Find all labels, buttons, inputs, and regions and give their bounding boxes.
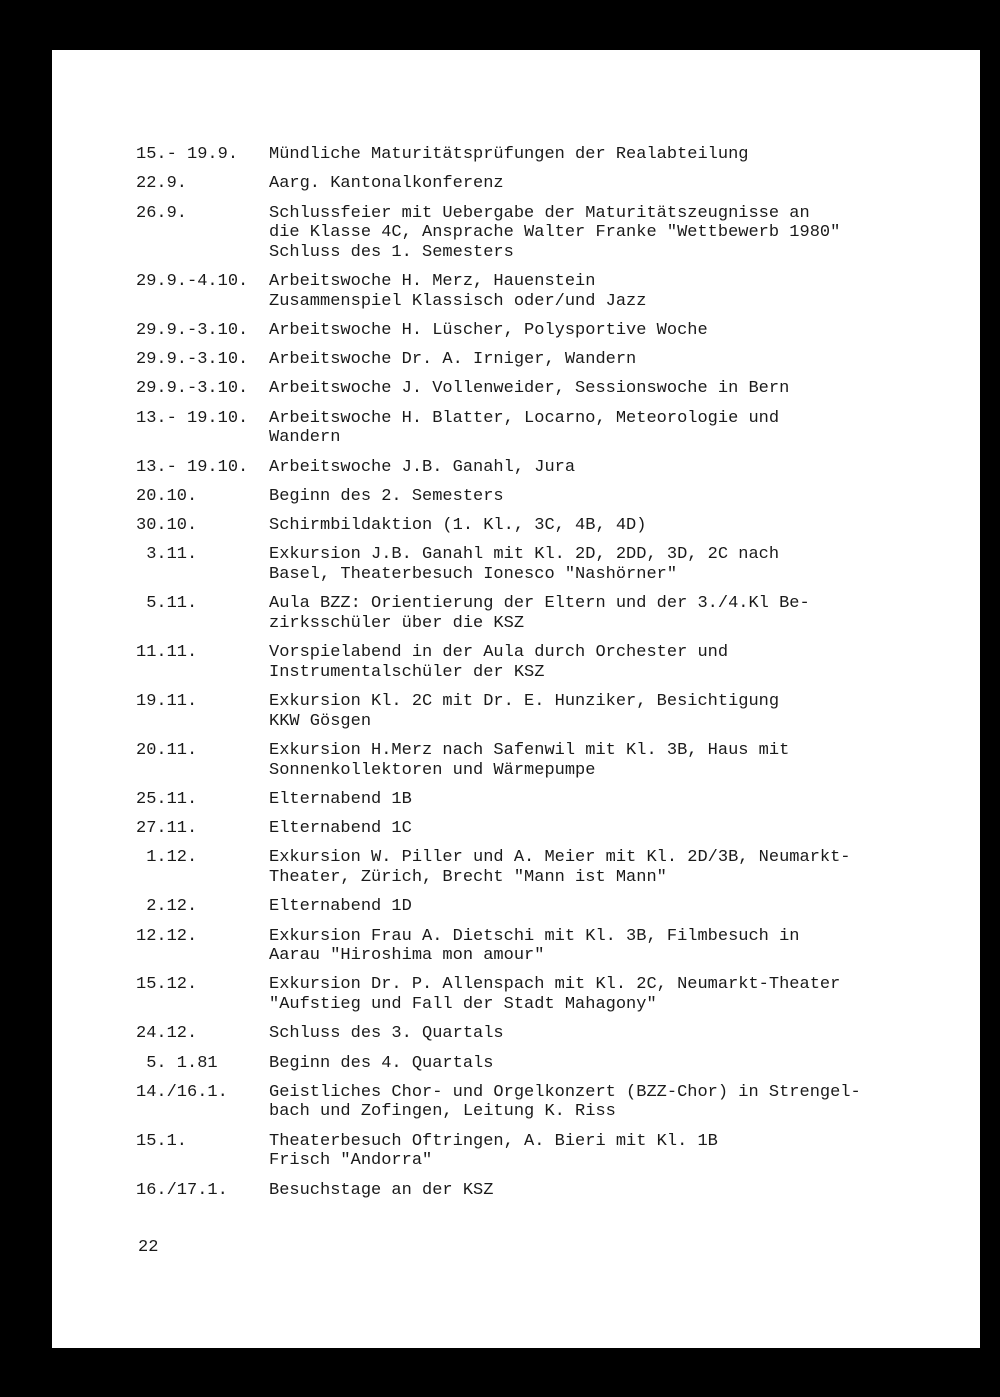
- entry-description: [269, 174, 936, 194]
- schedule-entry: [136, 174, 936, 194]
- description-line: Arbeitswoche Dr. A. Irniger, Wandern: [269, 350, 637, 370]
- entry-date: 25.11.: [136, 789, 198, 809]
- entry-description: [269, 1054, 936, 1074]
- schedule-entry: [136, 272, 936, 311]
- schedule-entry: [136, 927, 936, 966]
- schedule-entry: [136, 1024, 936, 1044]
- entry-description: [269, 204, 936, 263]
- entry-description: [269, 379, 936, 399]
- schedule-entry: [136, 692, 936, 731]
- entry-date: 20.10.: [136, 486, 198, 506]
- entry-description: [269, 692, 936, 731]
- entry-description: [269, 1024, 936, 1044]
- description-line: Aula BZZ: Orientierung der Eltern und der 3./4.Kl Be-: [269, 594, 810, 614]
- entry-date: 26.9.: [136, 203, 188, 223]
- description-line: Frisch "Andorra": [269, 1151, 433, 1171]
- entry-date: 15.- 19.9.: [136, 145, 239, 164]
- schedule-entry: [136, 819, 936, 839]
- schedule-entry: [136, 545, 936, 584]
- schedule-entry: [136, 848, 936, 887]
- description-line: zirksschüler über die KSZ: [269, 613, 525, 633]
- description-line: Instrumentalschüler der KSZ: [269, 662, 545, 682]
- description-line: Theaterbesuch Oftringen, A. Bieri mit Kl. 1B: [269, 1131, 718, 1151]
- description-line: Elternabend 1B: [269, 789, 412, 809]
- description-line: Zusammenspiel Klassisch oder/und Jazz: [269, 291, 647, 311]
- entry-date: 19.11.: [136, 692, 198, 712]
- schedule-entry: [136, 1132, 936, 1171]
- entry-date: 16./17.1.: [136, 1180, 228, 1200]
- entry-description: [269, 790, 936, 810]
- entry-date: 15.1.: [136, 1131, 188, 1151]
- entry-date: 15.12.: [136, 975, 198, 995]
- entry-date: 22.9.: [136, 174, 188, 194]
- description-line: Schlussfeier mit Uebergabe der Maturitätszeugnisse an: [269, 203, 810, 223]
- schedule-entry: [136, 643, 936, 682]
- description-line: Beginn des 2. Semesters: [269, 486, 504, 506]
- entry-description: [269, 848, 936, 887]
- entry-date: 30.10.: [136, 516, 198, 536]
- description-line: Exkursion Dr. P. Allenspach mit Kl. 2C, Neumarkt-Theater: [269, 975, 841, 995]
- entry-date: 29.9.-3.10.: [136, 379, 249, 399]
- description-line: Exkursion Frau A. Dietschi mit Kl. 3B, Filmbesuch in: [269, 926, 800, 946]
- description-line: Arbeitswoche H. Merz, Hauenstein: [269, 272, 596, 292]
- schedule-entry: [136, 379, 936, 399]
- schedule-entry: [136, 409, 936, 448]
- entry-description: [269, 1083, 936, 1122]
- description-line: Schluss des 3. Quartals: [269, 1024, 504, 1044]
- description-line: Elternabend 1C: [269, 819, 412, 839]
- description-line: Arbeitswoche H. Lüscher, Polysportive Woche: [269, 320, 708, 340]
- schedule-entry: [136, 516, 936, 536]
- description-line: "Aufstieg und Fall der Stadt Mahagony": [269, 995, 657, 1015]
- description-line: die Klasse 4C, Ansprache Walter Franke "Wettbewerb 1980": [269, 223, 841, 243]
- description-line: Exkursion W. Piller und A. Meier mit Kl. 2D/3B, Neumarkt-: [269, 848, 851, 868]
- entry-date: 13.- 19.10.: [136, 408, 249, 428]
- description-line: Exkursion J.B. Ganahl mit Kl. 2D, 2DD, 3D, 2C nach: [269, 545, 780, 565]
- description-line: Arbeitswoche J. Vollenweider, Sessionswoche in Bern: [269, 379, 790, 399]
- schedule-entry: [136, 741, 936, 780]
- schedule-entry: [136, 1083, 936, 1122]
- description-line: KKW Gösgen: [269, 711, 372, 731]
- entry-date: 27.11.: [136, 819, 198, 839]
- description-line: Aarau "Hiroshima mon amour": [269, 946, 545, 966]
- entry-description: [269, 409, 936, 448]
- entry-date: 5. 1.81: [136, 1053, 218, 1073]
- schedule-entry: [136, 1181, 936, 1201]
- schedule-entry: [136, 975, 936, 1014]
- entry-date: 13.- 19.10.: [136, 457, 249, 477]
- description-line: Theater, Zürich, Brecht "Mann ist Mann": [269, 868, 667, 887]
- entry-description: [269, 1132, 936, 1171]
- entry-description: [269, 1181, 936, 1201]
- schedule-entry: [136, 145, 936, 165]
- description-line: Sonnenkollektoren und Wärmepumpe: [269, 760, 596, 780]
- description-line: Basel, Theaterbesuch Ionesco "Nashörner": [269, 565, 678, 585]
- entry-description: [269, 516, 936, 536]
- entry-date: 11.11.: [136, 643, 198, 663]
- description-line: Schluss des 1. Semesters: [269, 242, 514, 262]
- description-line: Beginn des 4. Quartals: [269, 1053, 494, 1073]
- schedule-entry: [136, 1054, 936, 1074]
- schedule-entry: [136, 487, 936, 507]
- entry-description: [269, 545, 936, 584]
- schedule-entry: [136, 897, 936, 917]
- entry-description: [269, 897, 936, 917]
- description-line: Wandern: [269, 428, 341, 448]
- entry-description: [269, 975, 936, 1014]
- entry-description: [269, 741, 936, 780]
- schedule-entry: [136, 204, 936, 263]
- description-line: Elternabend 1D: [269, 897, 412, 917]
- entry-date: 29.9.-4.10.: [136, 272, 249, 292]
- entry-date: 29.9.-3.10.: [136, 350, 249, 370]
- entry-description: [269, 819, 936, 839]
- schedule-entry: [136, 350, 936, 370]
- entry-date: 14./16.1.: [136, 1082, 228, 1102]
- page-number: 22: [138, 1238, 159, 1257]
- entry-date: 1.12.: [136, 848, 198, 868]
- description-line: Vorspielabend in der Aula durch Orchester und: [269, 643, 729, 663]
- entry-date: 2.12.: [136, 897, 198, 917]
- entry-description: [269, 458, 936, 478]
- description-line: Aarg. Kantonalkonferenz: [269, 174, 504, 194]
- entry-description: [269, 272, 936, 311]
- entry-date: 29.9.-3.10.: [136, 320, 249, 340]
- entry-date: 3.11.: [136, 545, 198, 565]
- entry-date: 20.11.: [136, 740, 198, 760]
- entry-description: [269, 594, 936, 633]
- description-line: Arbeitswoche J.B. Ganahl, Jura: [269, 457, 576, 477]
- entry-description: [269, 643, 936, 682]
- description-line: Exkursion H.Merz nach Safenwil mit Kl. 3B, Haus mit: [269, 740, 790, 760]
- entry-date: 12.12.: [136, 926, 198, 946]
- description-line: Geistliches Chor- und Orgelkonzert (BZZ-Chor) in Strengel-: [269, 1082, 861, 1102]
- schedule-list: [136, 145, 936, 1210]
- description-line: Exkursion Kl. 2C mit Dr. E. Hunziker, Besichtigung: [269, 692, 780, 712]
- description-line: Besuchstage an der KSZ: [269, 1180, 494, 1200]
- schedule-entry: [136, 594, 936, 633]
- description-line: bach und Zofingen, Leitung K. Riss: [269, 1102, 616, 1122]
- schedule-entry: [136, 458, 936, 478]
- schedule-entry: [136, 321, 936, 341]
- description-line: Mündliche Maturitätsprüfungen der Realabteilung: [269, 145, 749, 164]
- entry-description: [269, 145, 936, 165]
- description-line: Schirmbildaktion (1. Kl., 3C, 4B, 4D): [269, 516, 647, 536]
- entry-description: [269, 321, 936, 341]
- entry-date: 5.11.: [136, 594, 198, 614]
- entry-description: [269, 350, 936, 370]
- schedule-entry: [136, 790, 936, 810]
- entry-description: [269, 927, 936, 966]
- entry-date: 24.12.: [136, 1024, 198, 1044]
- document-page: [52, 50, 980, 1348]
- description-line: Arbeitswoche H. Blatter, Locarno, Meteorologie und: [269, 408, 780, 428]
- entry-description: [269, 487, 936, 507]
